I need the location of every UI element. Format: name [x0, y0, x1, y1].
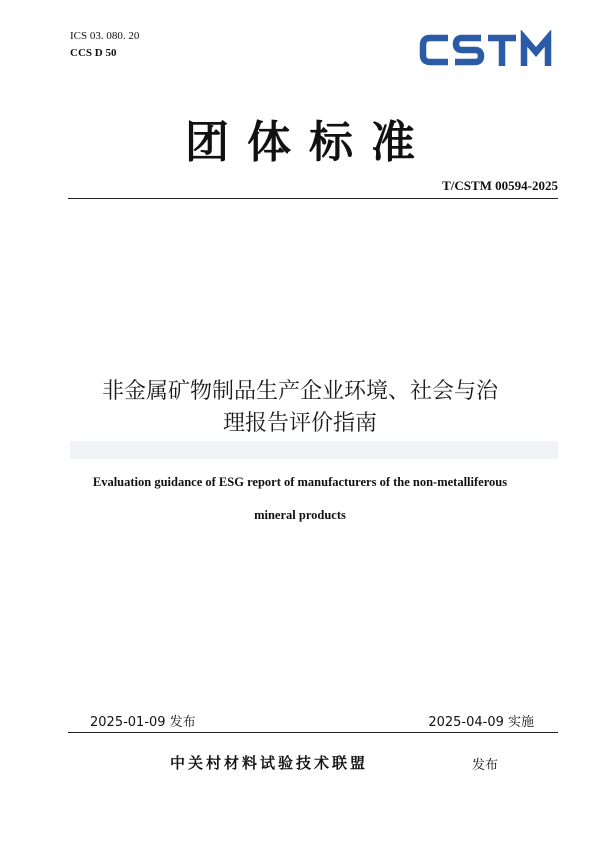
title-background-band [70, 441, 558, 459]
issuing-organization: 中关村材料试验技术联盟 [170, 754, 369, 772]
ccs-code: CCS D 50 [70, 47, 117, 59]
header-divider [68, 198, 558, 199]
cstm-logo-graphic [418, 30, 560, 70]
issue-label: 发布 [472, 758, 499, 773]
document-title-en-line2: mineral products [254, 508, 346, 522]
standard-number: T/CSTM 00594-2025 [442, 178, 558, 193]
document-title-cn-line1: 非金属矿物制品生产企业环境、社会与治 [101, 379, 498, 404]
implement-date: 2025-04-09 实施 [428, 715, 534, 730]
cstm-logo [418, 30, 560, 70]
classification-codes [70, 28, 139, 62]
document-title-en-line1: Evaluation guidance of ESG report of manufacturers of the non-metalliferous [92, 475, 508, 489]
footer-divider [68, 732, 558, 733]
document-title-cn [60, 376, 540, 440]
document-title-cn-line2: 理报告评价指南 [222, 411, 377, 436]
ics-code: ICS 03. 080. 20 [70, 30, 140, 42]
standard-type-title: 团体标准 [185, 117, 433, 168]
publish-date: 2025-01-09 发布 [90, 715, 196, 730]
